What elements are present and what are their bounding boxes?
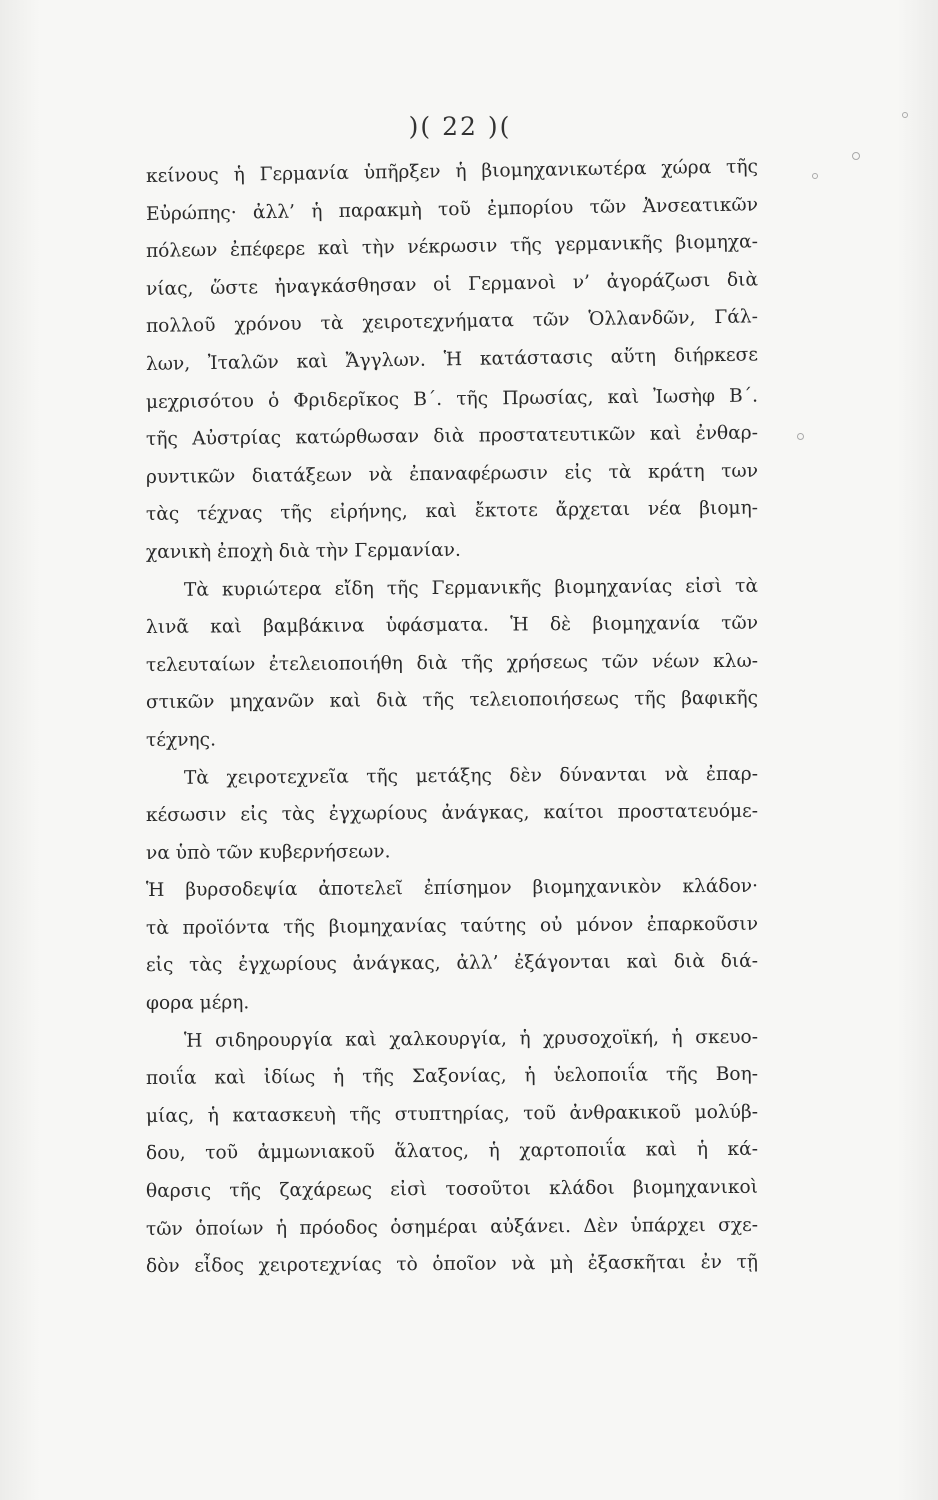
paper-speck (797, 433, 804, 440)
text-line: Εὐρώπης· ἀλλ’ ἡ παρακμὴ τοῦ ἐμπορίου τῶν Ἀνσεατικῶν (145, 193, 759, 225)
paper-speck (902, 112, 908, 118)
text-line: τέχνης. (145, 729, 217, 751)
text-line: λινᾶ καὶ βαμβάκινα ὑφάσματα. Ἡ δὲ βιομηχανία τῶν (145, 612, 759, 639)
text-line: νίας, ὥστε ἠναγκάσθησαν οἱ Γερμανοὶ ν’ ἀγοράζωσι διὰ (145, 269, 759, 300)
text-line: να ὑπὸ τῶν κυβερνήσεων. (145, 840, 391, 864)
text-line: τὰς τέχνας τῆς εἰρήνης, καὶ ἔκτοτε ἄρχεται νέα βιομη- (145, 497, 759, 526)
text-line: εἰς τὰς ἐγχωρίους ἀνάγκας, ἀλλ’ ἐξάγονται καὶ διὰ διά- (145, 951, 759, 977)
text-line: τῆς Αὐστρίας κατώρθωσαν διὰ προστατευτικῶν καὶ ἐνθαρ- (145, 422, 759, 451)
text-line: μίας, ἡ κατασκευὴ τῆς στυπτηρίας, τοῦ ἀνθρακικοῦ μολύβ- (145, 1101, 759, 1127)
text-line: πόλεων ἐπέφερε καὶ τὴν νέκρωσιν τῆς γερμανικῆς βιομηχα- (145, 231, 759, 263)
text-line: τῶν ὁποίων ἡ πρόοδος ὁσημέραι αὐξάνει. Δὲν ὑπάρχει σχε- (145, 1214, 759, 1240)
text-line: Τὰ χειροτεχνεῖα τῆς μετάξης δὲν δύνανται νὰ ἐπαρ- (183, 763, 759, 789)
text-line: φορα μέρη. (145, 992, 250, 1015)
text-line: Ἡ βυρσοδεψία ἀποτελεῖ ἐπίσημον βιομηχανικὸν κλάδον· (145, 876, 759, 902)
text-line: κείνους ἡ Γερμανία ὑπῆρξεν ἡ βιομηχανικωτέρα χώρα τῆς (145, 156, 759, 187)
text-line: Τὰ κυριώτερα εἴδη τῆς Γερμανικῆς βιομηχανίας εἰσὶ τὰ (183, 575, 759, 601)
page-number: )( 22 )( (408, 112, 512, 141)
text-line: πολλοῦ χρόνου τὰ χειροτεχνήματα τῶν Ὁλλανδῶν, Γάλ- (145, 306, 759, 338)
paper-speck (852, 152, 860, 160)
text-line: κέσωσιν εἰς τὰς ἐγχωρίους ἀνάγκας, καίτοι προστατευόμε- (145, 800, 759, 827)
text-line: θαρσις τῆς ζαχάρεως εἰσὶ τοσοῦτοι κλάδοι βιομηχανικοὶ (145, 1176, 759, 1203)
text-line: ρυντικῶν διατάξεων νὰ ἐπαναφέρωσιν εἰς τὰ κράτη των (145, 460, 759, 488)
text-line: δου, τοῦ ἀμμωνιακοῦ ἅλατος, ἡ χαρτοποιΐα καὶ ἡ κά- (145, 1139, 759, 1165)
paper-speck (812, 173, 818, 179)
body-text (146, 158, 758, 1286)
text-line: λων, Ἰταλῶν καὶ Ἄγγλων. Ἡ κατάστασις αὕτη διήρκεσε (145, 344, 759, 375)
text-line: στικῶν μηχανῶν καὶ διὰ τῆς τελειοποιήσεως τῆς βαφικῆς (145, 688, 759, 714)
text-line: ποιΐα καὶ ἰδίως ἡ τῆς Σαξονίας, ἡ ὑελοποιΐα τῆς Βοη- (145, 1063, 759, 1090)
text-line: τελευταίων ἐτελειοποιήθη διὰ τῆς χρήσεως τῶν νέων κλω- (145, 650, 759, 676)
text-line: τὰ προϊόντα τῆς βιομηχανίας ταύτης οὐ μόνον ἐπαρκοῦσιν (145, 913, 759, 939)
text-line: δὸν εἶδος χειροτεχνίας τὸ ὁποῖον νὰ μὴ ἐξασκῆται ἐν τῇ (145, 1251, 759, 1278)
text-line: χανικὴ ἐποχὴ διὰ τὴν Γερμανίαν. (145, 539, 461, 563)
text-line: Ἡ σιδηρουργία καὶ χαλκουργία, ἡ χρυσοχοϊκή, ἡ σκευο- (183, 1026, 759, 1052)
text-line: μεχρισότου ὁ Φριδερῖκος Β΄. τῆς Πρωσίας, καὶ Ἰωσὴφ Β΄. (145, 385, 759, 413)
